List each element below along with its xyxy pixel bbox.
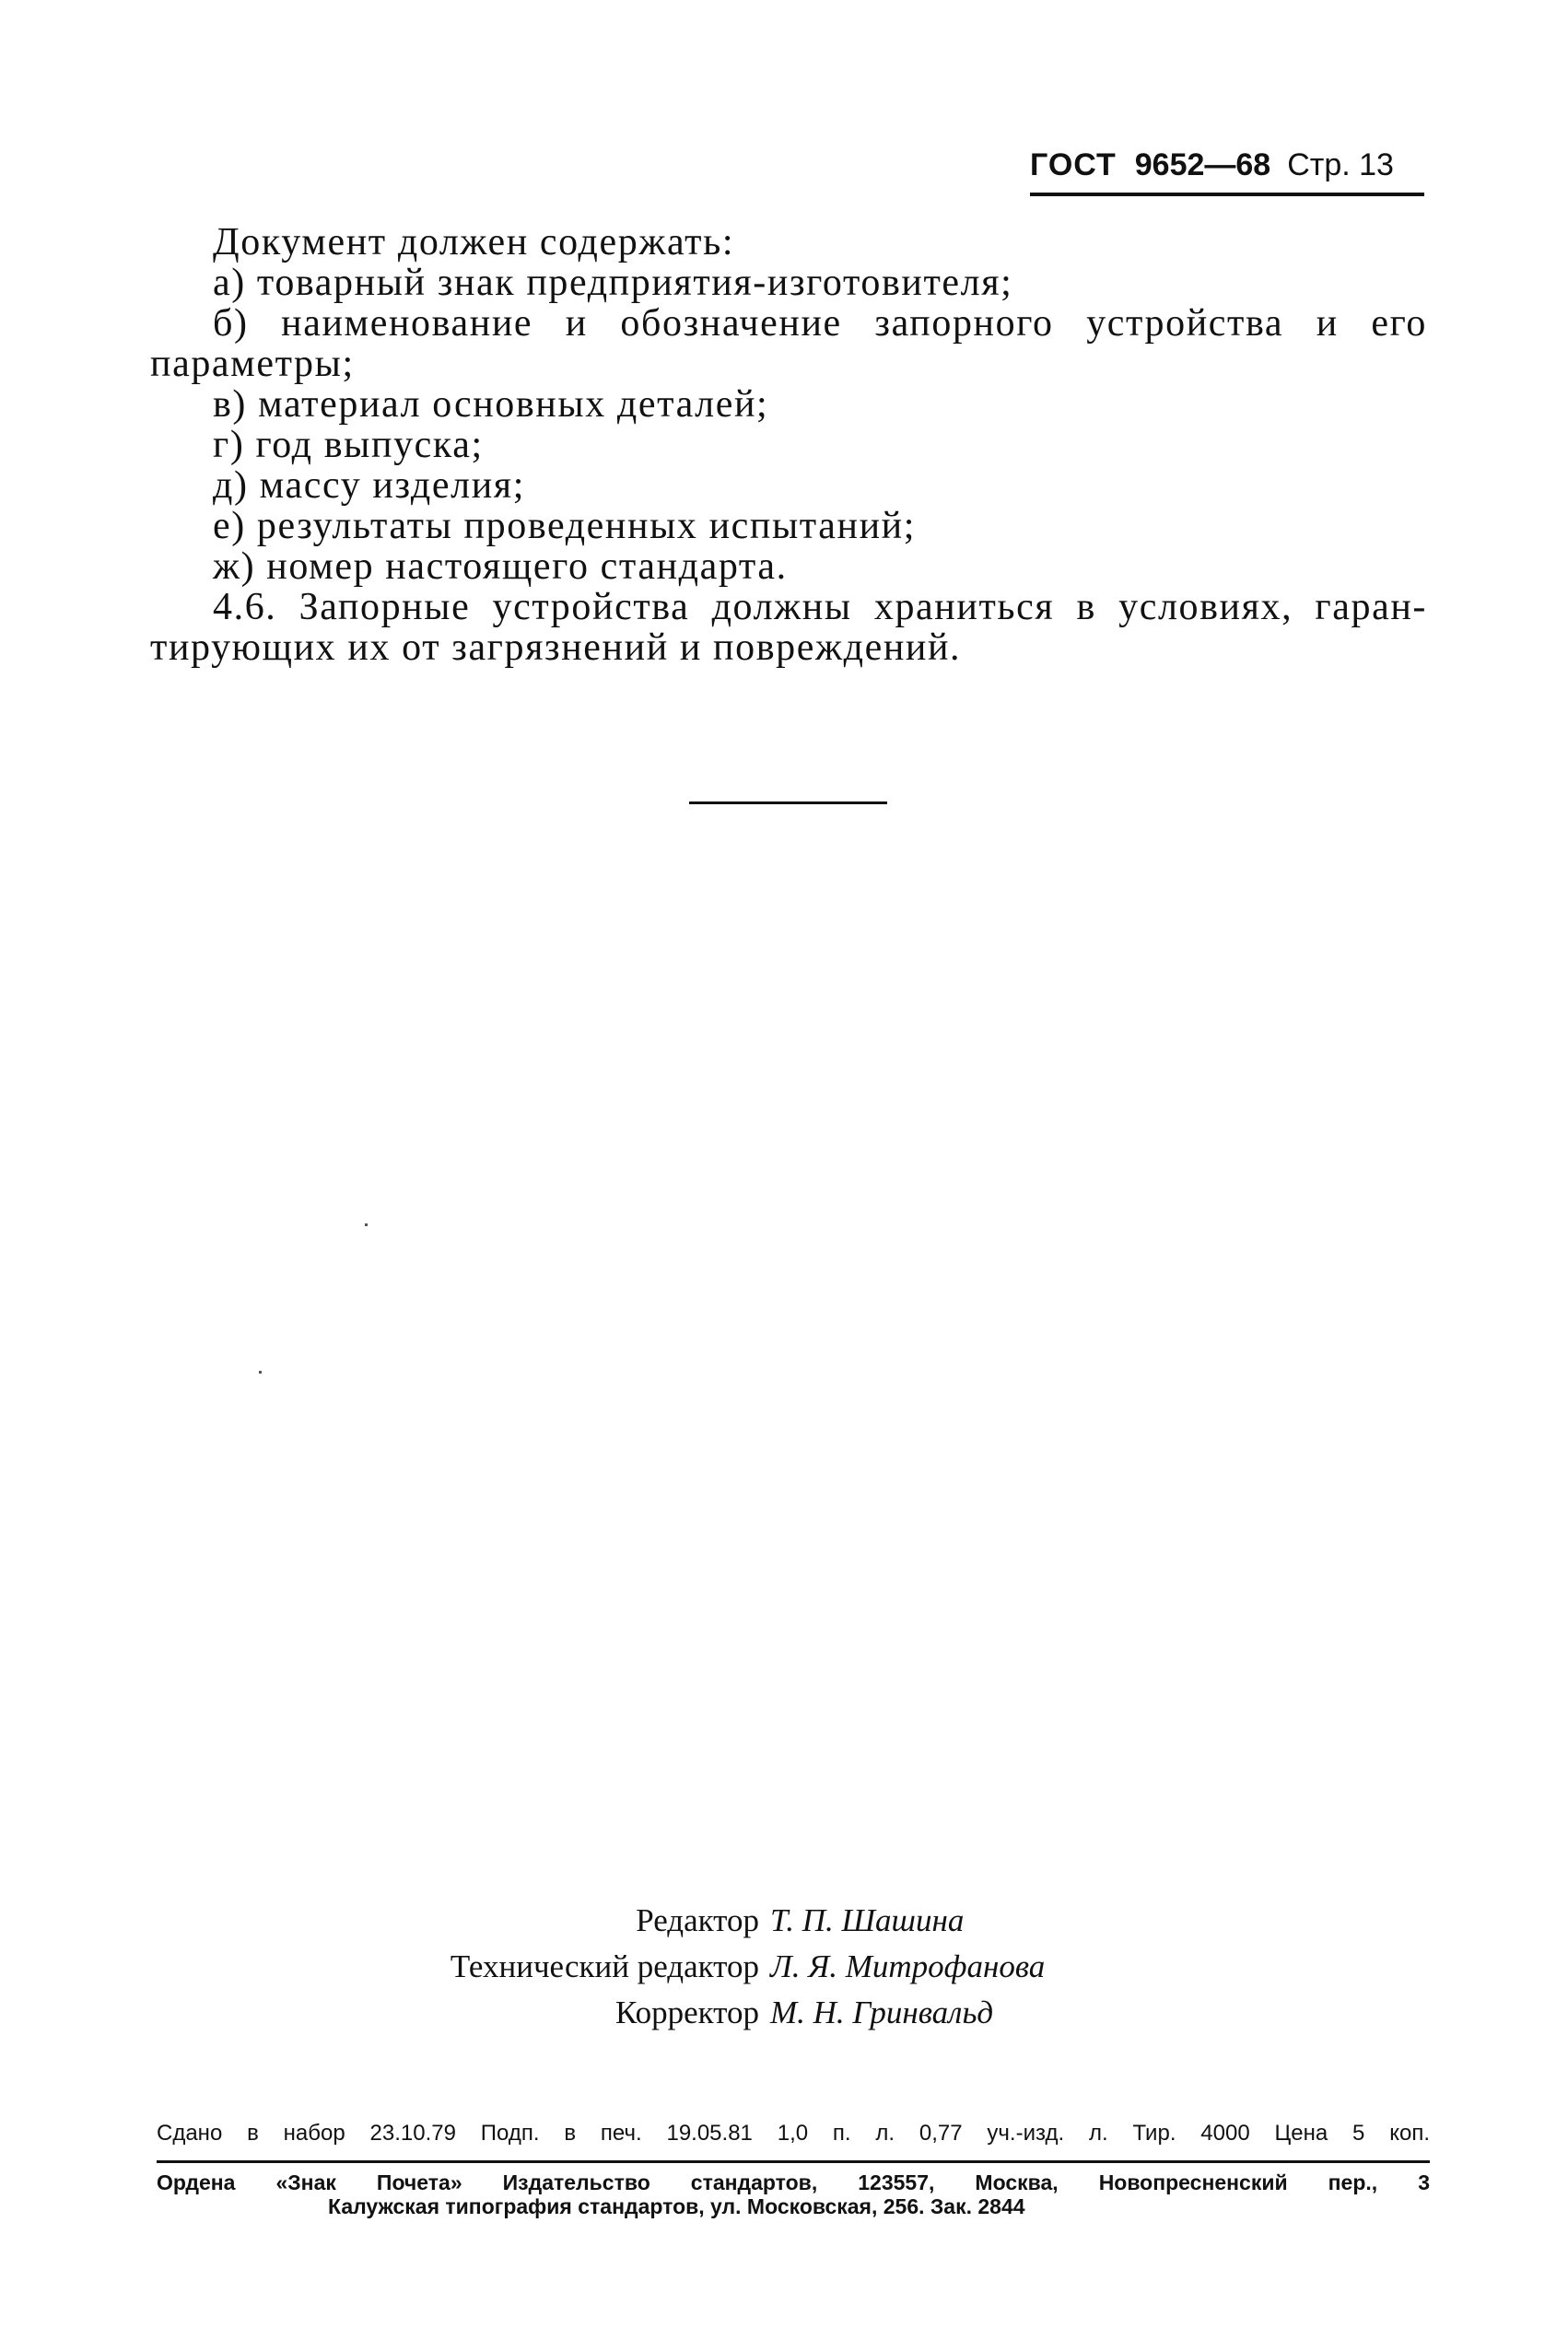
list-item-a: а) товарный знак предприятия-изготовителя;: [213, 262, 1013, 304]
list-item-zh: ж) номер настоящего стандарта.: [213, 545, 788, 588]
list-item-b: б) наименование и обозначение запорного устройства и его: [213, 302, 1427, 345]
list-item-d: д) массу изделия;: [213, 464, 525, 507]
imprint-rule: [157, 2160, 1430, 2163]
credit-role: Технический редактор: [450, 1948, 759, 1984]
page-number: Стр. 13: [1287, 147, 1394, 182]
standard-number: 9652—68: [1134, 147, 1271, 182]
clause-4-6-line2: тирующих их от загрязнений и повреждений.: [150, 626, 962, 669]
list-item-v: в) материал основных деталей;: [213, 383, 769, 426]
credit-technical-editor: [0, 1944, 1568, 1990]
list-item-b-continuation: параметры;: [150, 343, 355, 385]
intro-line: Документ должен содержать:: [213, 221, 735, 263]
credit-role: Редактор: [636, 1902, 759, 1938]
publisher-block: [157, 2170, 1430, 2218]
document-body: [150, 222, 1427, 668]
imprint-line: Сдано в набор 23.10.79 Подп. в печ. 19.05.81 1,0 п. л. 0,77 уч.-изд. л. Тир. 4000 Цена 5 коп.: [157, 2121, 1430, 2146]
standard-label: ГОСТ: [1030, 147, 1117, 182]
section-separator: [689, 801, 887, 804]
list-item-g: г) год выпуска;: [213, 424, 484, 466]
scan-speck: [259, 1371, 262, 1374]
credit-person: М. Н. Гринвальд: [770, 1995, 994, 2030]
credits-block: [0, 1898, 1568, 2036]
page-header: [1030, 147, 1424, 196]
credit-role: Корректор: [614, 1995, 759, 2030]
publisher-line-2: Калужская типография стандартов, ул. Московская, 256. Зак. 2844: [328, 2194, 1025, 2218]
credit-person: Л. Я. Митрофанова: [770, 1948, 1046, 1984]
list-item-e: е) результаты проведенных испытаний;: [213, 505, 917, 547]
credit-editor: [0, 1898, 1568, 1944]
credit-person: Т. П. Шашина: [770, 1902, 965, 1938]
clause-4-6-line1: 4.6. Запорные устройства должны храниться в условиях, гаран-: [213, 586, 1427, 628]
publisher-line-1: Ордена «Знак Почета» Издательство стандартов, 123557, Москва, Новопресненский пер., 3: [157, 2170, 1430, 2194]
credit-proofreader: [0, 1990, 1568, 2036]
scan-speck: [365, 1223, 368, 1226]
